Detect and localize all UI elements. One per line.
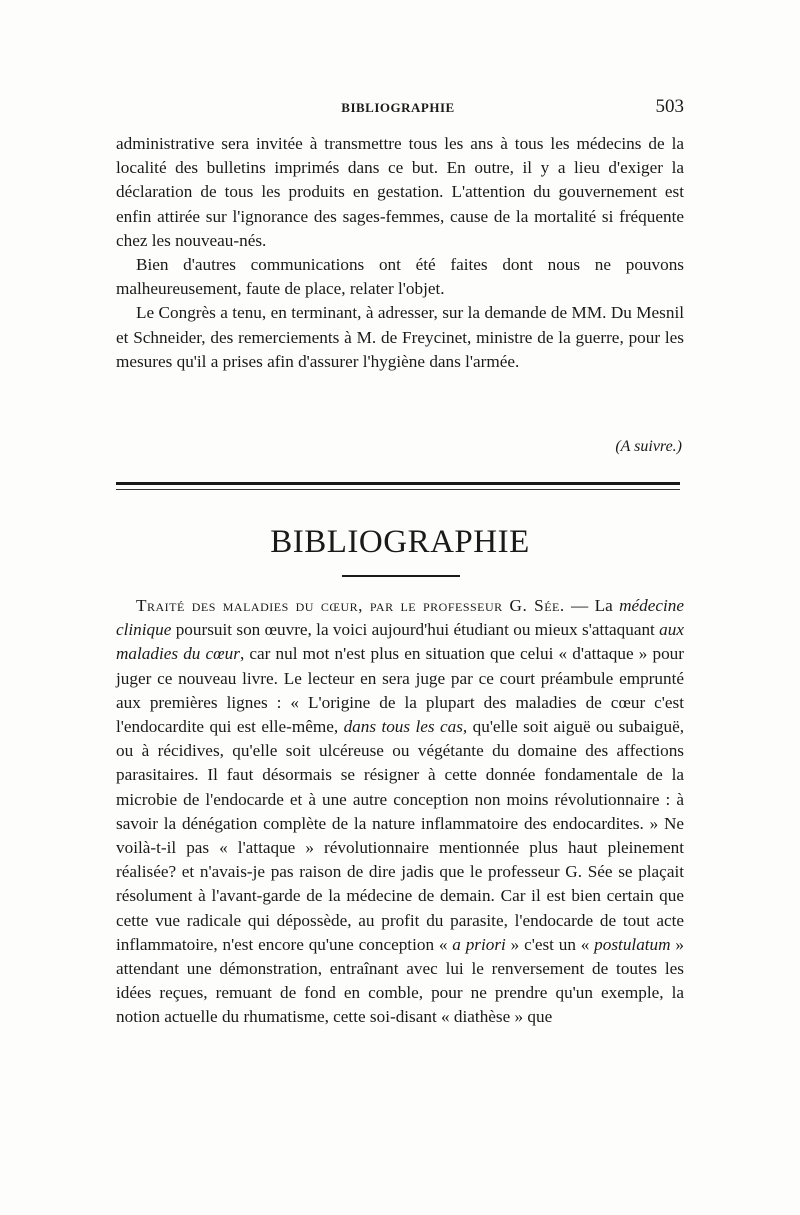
dash: — — [564, 596, 595, 615]
page-header — [112, 96, 684, 122]
review-italic-segment: postulatum — [594, 934, 671, 954]
review-text-segment: , car nul mot n'est plus en situation que celui « d'attaque » pour juger ce nouveau livre. Le lecteur en sera juge par ce court préambule emprunté aux premières lignes : « L'origine de la plupart des maladies de cœur c'est l'endocardite qui est elle-même, — [116, 644, 685, 737]
review-heading: Traité des maladies du cœur, par le professeur G. Sée. — [136, 596, 565, 615]
review-italic-segment: a priori — [452, 934, 506, 954]
review-text — [116, 594, 684, 1030]
review-italic-segment: aux maladies du cœur — [116, 620, 684, 664]
continuation-text — [116, 132, 684, 374]
review-italic-segment: dans tous les cas — [343, 717, 463, 737]
title-underline — [342, 575, 460, 577]
review-text-segment: poursuit son œuvre, la voici aujourd'hui étudiant ou mieux s'attaquant — [171, 620, 660, 640]
running-title: BIBLIOGRAPHIE — [341, 100, 455, 115]
to-be-continued-note: (A suivre.) — [615, 438, 682, 455]
review-text-segment: La — [594, 596, 620, 615]
review-italic-segment: médecine clinique — [116, 596, 684, 640]
section-divider-thick — [116, 482, 680, 485]
paragraph: Le Congrès a tenu, en terminant, à adresser, sur la demande de MM. Du Mesnil et Schneider, des remerciements à M. de Freycinet, ministre de la guerre, pour les mesures qu'il a prises afin d'assurer l'hygiène dans l'armée. — [116, 303, 684, 371]
paragraph: administrative sera invitée à transmettre tous les ans à tous les médecins de la localité des bulletins imprimés dans ce but. En outre, il y a lieu d'exiger la déclaration de tous les produits en gestation. L'attention du gouvernement est enfin attirée sur l'ignorance des sages-femmes, cause de la mortalité si fréquente chez les nouveau-nés. — [116, 134, 684, 250]
page-number: 503 — [655, 96, 684, 117]
section-divider-thin — [116, 489, 680, 490]
review-text-segment: » c'est un « — [505, 934, 595, 954]
section-title: BIBLIOGRAPHIE — [270, 524, 530, 560]
review-paragraph — [116, 594, 684, 1030]
review-text-segment: , qu'elle soit aiguë ou subaiguë, ou à récidives, qu'elle soit ulcéreuse ou végétante du domaine des affections parasitaires. Il faut désormais se résigner à cette donnée fondamentale de la microbie de l'endocarde et à une autre conception non moins révolutionnaire : à savoir la dénégation complète de la nature inflammatoire des endocardites. » Ne voilà-t-il pas « l'attaque » révolutionnaire mentionnée plus haut pleinement réalisée? et n'avais-je pas raison de dire jadis que le professeur G. Sée se plaçait résolument à l'avant-garde de la médecine de demain. Car il est bien certain que cette vue radicale qui dépossède, au profit du parasite, l'endocarde de tout acte inflammatoire, n'est encore qu'une conception « — [116, 717, 684, 954]
paragraph: Bien d'autres communications ont été faites dont nous ne pouvons malheureusement, faute de place, relater l'objet. — [116, 255, 684, 299]
review-text-segment: » attendant une démonstration, entraînant avec lui le renversement de toutes les idées reçues, remuant de fond en comble, pour ne prendre qu'un exemple, la notion actuelle du rhumatisme, cette soi-disant « diathèse » que — [116, 934, 684, 1027]
